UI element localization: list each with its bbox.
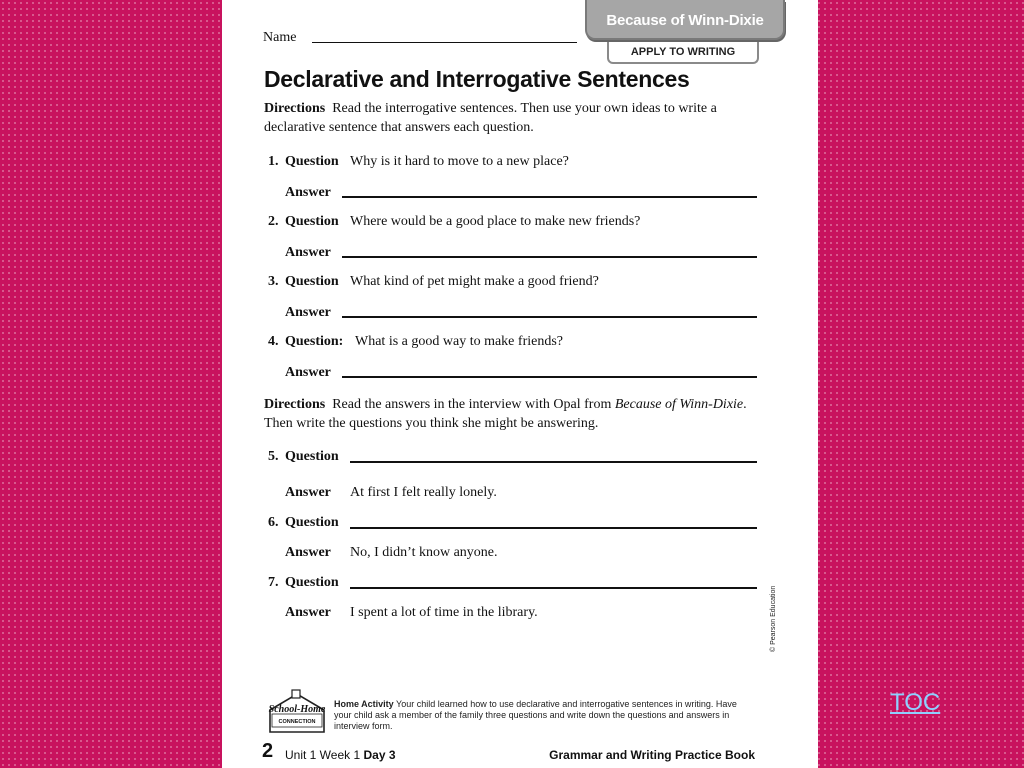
question-text: Why is it hard to move to a new place? — [350, 154, 569, 169]
question-blank-line — [350, 461, 757, 463]
logo-bottom-text: CONNECTION — [278, 719, 316, 725]
answer-label: Answer — [285, 545, 331, 560]
directions-1 — [264, 99, 764, 137]
directions-label: Directions — [264, 101, 326, 116]
page-title: Declarative and Interrogative Sentences — [264, 66, 690, 92]
directions-text: Read the answers in the interview with Opal from — [332, 397, 612, 412]
unit-week: Unit 1 Week 1 — [285, 748, 361, 762]
home-activity-note — [334, 699, 754, 732]
story-tab — [585, 0, 785, 68]
answer-blank-line — [342, 316, 757, 318]
book-title: Because of Winn-Dixie — [614, 397, 744, 412]
question-blank-line — [350, 527, 757, 529]
directions-text: . — [743, 397, 747, 412]
question-label: Question — [285, 449, 339, 464]
answer-label: Answer — [285, 485, 331, 500]
answer-text: I spent a lot of time in the library. — [350, 605, 538, 620]
answer-label: Answer — [285, 605, 331, 620]
directions-text: declarative sentence that answers each question. — [264, 120, 534, 135]
answer-label: Answer — [285, 185, 331, 200]
logo-top-text: School-Home — [268, 704, 326, 715]
directions-text: Then write the questions you think she might be answering. — [264, 416, 599, 431]
question-label: Question — [285, 515, 339, 530]
directions-text: Read the interrogative sentences. Then use your own ideas to write a — [332, 101, 717, 116]
directions-label: Directions — [264, 397, 326, 412]
question-label: Question — [285, 274, 339, 289]
question-text: What kind of pet might make a good friend? — [350, 274, 599, 289]
answer-label: Answer — [285, 305, 331, 320]
unit-week-day — [285, 748, 396, 762]
question-label: Question — [285, 214, 339, 229]
item-number: 6. — [268, 515, 279, 530]
directions-2 — [264, 395, 764, 433]
answer-text: No, I didn’t know anyone. — [350, 545, 498, 560]
answer-blank-line — [342, 376, 757, 378]
answer-blank-line — [342, 196, 757, 198]
item-number: 5. — [268, 449, 279, 464]
item-number: 2. — [268, 214, 279, 229]
name-blank-line — [312, 42, 577, 43]
answer-label: Answer — [285, 365, 331, 380]
question-text: Where would be a good place to make new friends? — [350, 214, 641, 229]
item-number: 7. — [268, 575, 279, 590]
answer-blank-line — [342, 256, 757, 258]
toc-link[interactable]: TOC — [890, 689, 941, 716]
school-home-connection-logo — [264, 688, 330, 736]
name-label: Name — [263, 30, 297, 45]
page-number: 2 — [262, 740, 274, 762]
answer-text: At first I felt really lonely. — [350, 485, 497, 500]
answer-label: Answer — [285, 245, 331, 260]
question-label: Question — [285, 154, 339, 169]
story-title-tab: Because of Winn-Dixie — [585, 0, 785, 40]
question-label: Question — [285, 575, 339, 590]
day-label: Day 3 — [363, 748, 396, 762]
copyright-notice: © Pearson Education — [770, 585, 777, 652]
question-label: Question: — [285, 334, 344, 349]
question-text: What is a good way to make friends? — [355, 334, 563, 349]
item-number: 4. — [268, 334, 279, 349]
item-number: 1. — [268, 154, 279, 169]
apply-to-writing-tab: APPLY TO WRITING — [607, 42, 759, 64]
item-number: 3. — [268, 274, 279, 289]
worksheet-page — [222, 0, 818, 768]
book-title-footer: Grammar and Writing Practice Book — [549, 748, 755, 762]
home-activity-label: Home Activity — [334, 699, 394, 709]
home-activity-text: Your child learned how to use declarative and interrogative sentences in writing. Have your child ask a member of the family three questions and write down the questions and answers in interview form. — [334, 699, 737, 731]
question-blank-line — [350, 587, 757, 589]
